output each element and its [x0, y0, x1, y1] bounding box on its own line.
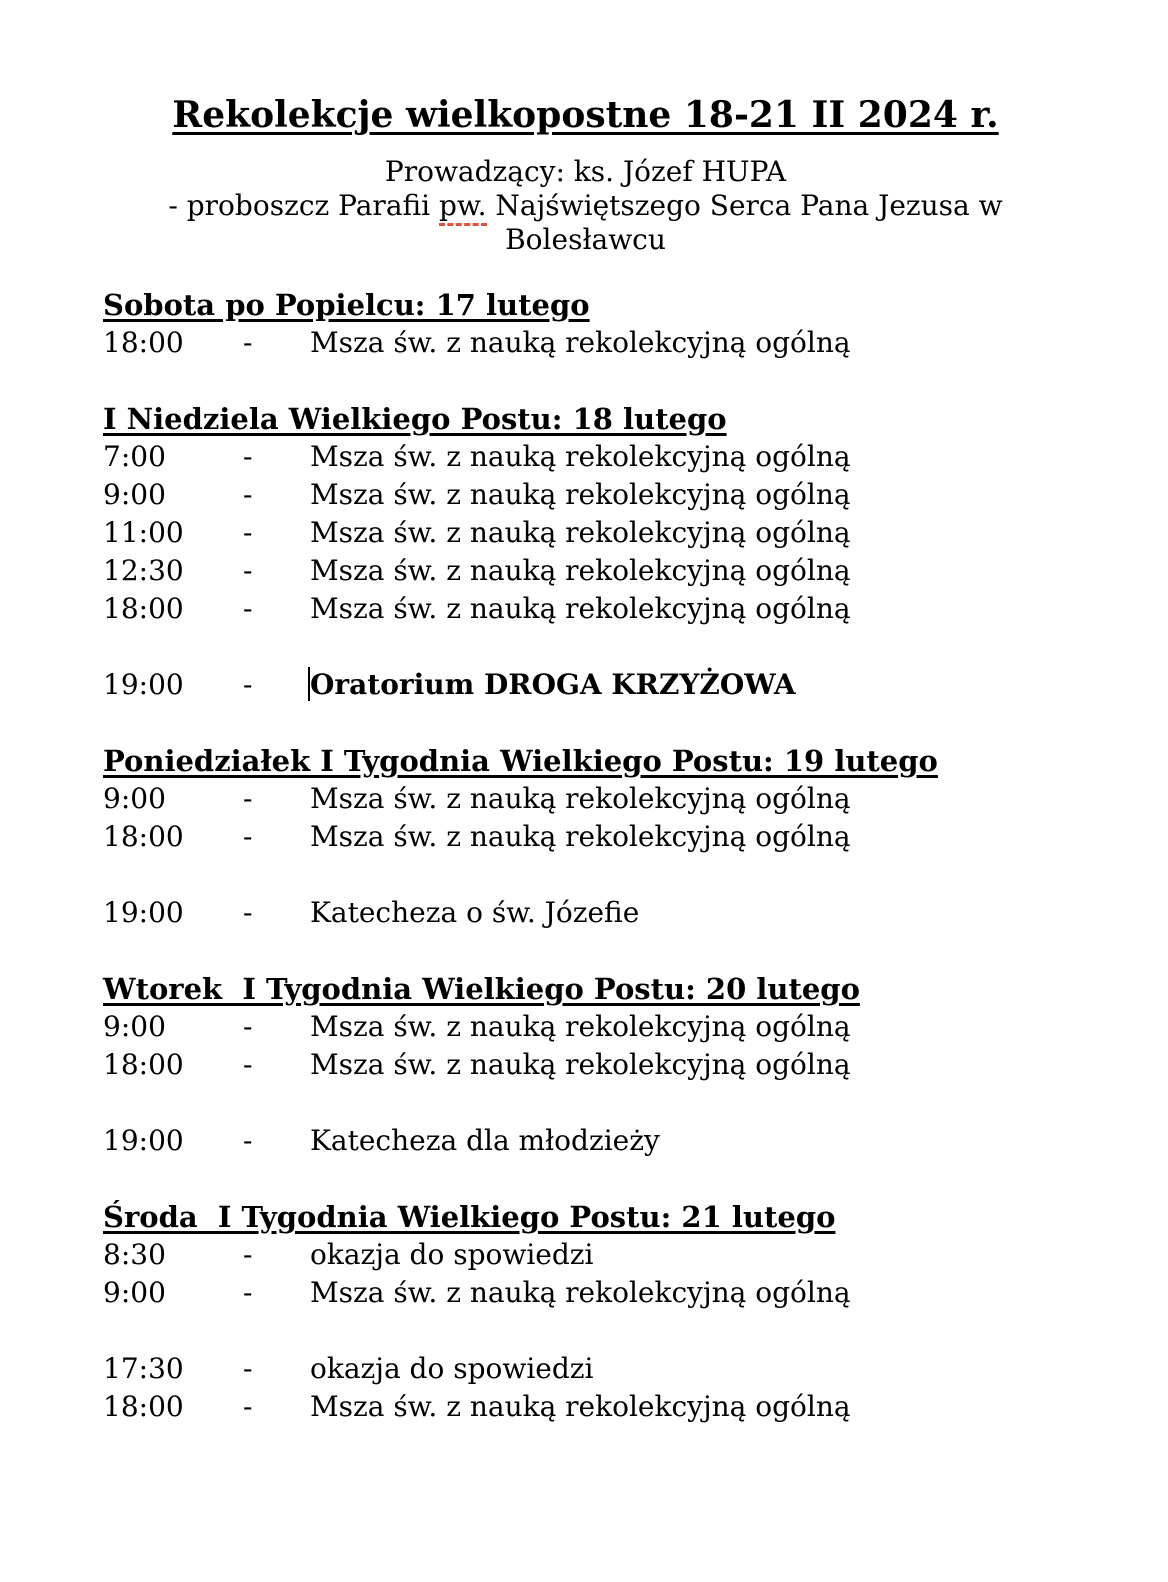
dash-separator: -: [243, 896, 253, 929]
document-title: Rekolekcje wielkopostne 18-21 II 2024 r.: [172, 94, 999, 136]
event-time: 17:30: [103, 1352, 184, 1385]
dash-separator: -: [243, 440, 253, 473]
subtitle-line-1: Prowadzący: ks. Józef HUPA: [384, 155, 787, 188]
event-time: 7:00: [103, 440, 166, 473]
dash-separator: -: [243, 668, 253, 701]
schedule-row: [103, 438, 1068, 476]
event-description: Katecheza dla młodzieży: [310, 1124, 660, 1157]
section-heading: Środa I Tygodnia Wielkiego Postu: 21 lutego: [103, 1200, 836, 1234]
dash-separator: -: [243, 478, 253, 511]
dash-separator: -: [243, 1352, 253, 1385]
event-time: 9:00: [103, 1276, 166, 1309]
section-heading: Poniedziałek I Tygodnia Wielkiego Postu: 19 lutego: [103, 744, 938, 778]
event-time: 11:00: [103, 516, 184, 549]
event-description: Msza św. z nauką rekolekcyjną ogólną: [310, 1276, 851, 1309]
schedule-row: [103, 476, 1068, 514]
event-description: Katecheza o św. Józefie: [310, 896, 640, 929]
event-time: 12:30: [103, 554, 184, 587]
event-time: 9:00: [103, 782, 166, 815]
schedule-row: [103, 590, 1068, 628]
schedule: [103, 286, 1068, 1426]
subtitle-line-2: [103, 189, 1068, 257]
event-description: Msza św. z nauką rekolekcyjną ogólną: [310, 782, 851, 815]
schedule-row: [103, 1236, 1068, 1274]
section-monday: [103, 742, 1068, 932]
section-tuesday: [103, 970, 1068, 1160]
event-time: 18:00: [103, 592, 184, 625]
section-heading: Sobota po Popielcu: 17 lutego: [103, 288, 590, 322]
event-description: okazja do spowiedzi: [310, 1238, 594, 1271]
dash-separator: -: [243, 1276, 253, 1309]
schedule-row: [103, 324, 1068, 362]
schedule-row: [103, 1274, 1068, 1312]
dash-separator: -: [243, 1048, 253, 1081]
event-description: Msza św. z nauką rekolekcyjną ogólną: [310, 592, 851, 625]
section-sunday: [103, 400, 1068, 704]
misspelled-word: pw.: [439, 189, 486, 226]
dash-separator: -: [243, 1238, 253, 1271]
schedule-row: [103, 1008, 1068, 1046]
event-time: 9:00: [103, 1010, 166, 1043]
schedule-row: [103, 666, 1068, 704]
event-description: Msza św. z nauką rekolekcyjną ogólną: [310, 326, 851, 359]
event-description: Msza św. z nauką rekolekcyjną ogólną: [310, 820, 851, 853]
subtitle-line-2-suffix: Najświętszego Serca Pana Jezusa w Bolesławcu: [486, 189, 1003, 256]
dash-separator: -: [243, 554, 253, 587]
subtitle-line-2-prefix: - proboszcz Parafii: [168, 189, 440, 222]
event-description: Msza św. z nauką rekolekcyjną ogólną: [310, 1390, 851, 1423]
schedule-row: [103, 780, 1068, 818]
event-time: 18:00: [103, 326, 184, 359]
event-description: Msza św. z nauką rekolekcyjną ogólną: [310, 478, 851, 511]
schedule-row: [103, 818, 1068, 856]
subtitle: [103, 155, 1068, 257]
dash-separator: -: [243, 1124, 253, 1157]
event-description: Msza św. z nauką rekolekcyjną ogólną: [310, 1048, 851, 1081]
dash-separator: -: [243, 326, 253, 359]
event-time: 18:00: [103, 820, 184, 853]
schedule-row: [103, 1350, 1068, 1388]
event-description: okazja do spowiedzi: [310, 1352, 594, 1385]
event-text: Oratorium DROGA KRZYŻOWA: [310, 668, 796, 701]
schedule-row: [103, 1122, 1068, 1160]
dash-separator: -: [243, 1390, 253, 1423]
schedule-row: [103, 1388, 1068, 1426]
event-time: 19:00: [103, 1124, 184, 1157]
event-description: Msza św. z nauką rekolekcyjną ogólną: [310, 516, 851, 549]
dash-separator: -: [243, 782, 253, 815]
event-time: 18:00: [103, 1390, 184, 1423]
schedule-row: [103, 1046, 1068, 1084]
event-description: Msza św. z nauką rekolekcyjną ogólną: [310, 554, 851, 587]
event-time: 19:00: [103, 668, 184, 701]
event-description: Msza św. z nauką rekolekcyjną ogólną: [310, 1010, 851, 1043]
dash-separator: -: [243, 516, 253, 549]
schedule-row: [103, 552, 1068, 590]
dash-separator: -: [243, 1010, 253, 1043]
event-time: 19:00: [103, 896, 184, 929]
dash-separator: -: [243, 820, 253, 853]
schedule-row: [103, 894, 1068, 932]
dash-separator: -: [243, 592, 253, 625]
event-description: [310, 666, 1068, 704]
section-saturday: [103, 286, 1068, 362]
event-description: Msza św. z nauką rekolekcyjną ogólną: [310, 440, 851, 473]
event-time: 18:00: [103, 1048, 184, 1081]
section-heading: Wtorek I Tygodnia Wielkiego Postu: 20 lutego: [103, 972, 860, 1006]
section-heading: I Niedziela Wielkiego Postu: 18 lutego: [103, 402, 727, 436]
section-wednesday: [103, 1198, 1068, 1426]
event-time: 9:00: [103, 478, 166, 511]
event-time: 8:30: [103, 1238, 166, 1271]
schedule-row: [103, 514, 1068, 552]
